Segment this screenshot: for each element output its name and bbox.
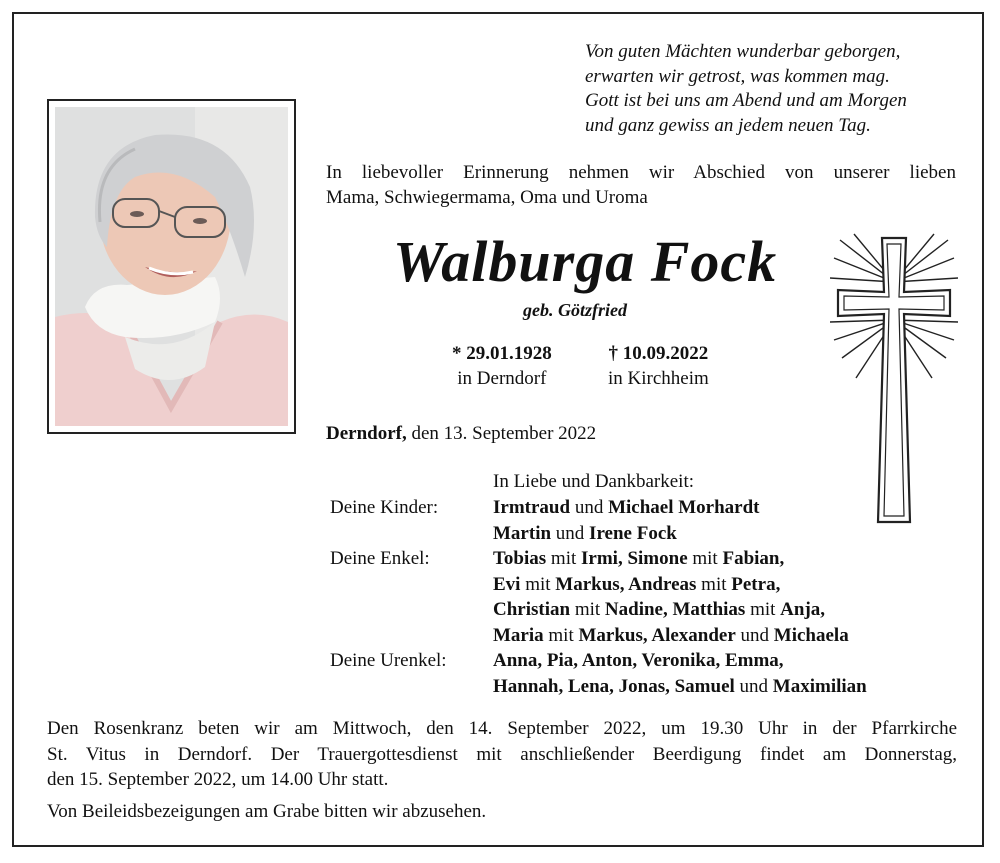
connector-text: und — [734, 675, 773, 697]
mourner-name: Nadine, Matthias — [604, 599, 746, 620]
place-name: Derndorf, — [326, 423, 407, 444]
radiant-cross-icon — [830, 230, 958, 533]
mourner-name: Petra, — [731, 573, 781, 595]
death-date: † 10.09.2022 — [608, 343, 709, 364]
connector-text: und — [551, 522, 590, 544]
death-place: in Kirchheim — [608, 368, 709, 389]
mourner-names — [493, 495, 760, 521]
connector-text: mit — [696, 573, 732, 595]
mourner-names — [493, 572, 780, 598]
mourner-name: Irmtraud — [493, 497, 571, 518]
thanks-line: In Liebe und Dankbarkeit: — [493, 471, 695, 492]
connector-text: mit — [543, 624, 579, 646]
mourner-names — [493, 521, 677, 547]
connector-text: mit — [745, 599, 781, 620]
service-line: den 15. September 2022, um 14.00 Uhr statt. — [47, 769, 389, 790]
mourner-names — [493, 597, 825, 623]
intro-line: Mama, Schwiegermama, Oma und Uroma — [326, 187, 648, 208]
birth-info — [452, 341, 552, 391]
intro-line: In liebevoller Erinnerung nehmen wir Abschied von unserer lieben — [326, 162, 956, 183]
poem — [585, 40, 907, 138]
connector-text: und — [570, 497, 609, 518]
mourner-name: Hannah, Lena, Jonas, Samuel — [493, 675, 735, 697]
mourner-name: Fabian, — [722, 548, 785, 569]
mourner-name: Michaela — [773, 624, 849, 646]
mourner-name: Christian — [493, 599, 571, 620]
mourner-name: Anna, Pia, Anton, Veronika, Emma, — [493, 650, 784, 671]
mourner-names — [493, 623, 849, 649]
mourner-name: Tobias — [493, 548, 547, 569]
connector-text: mit — [520, 573, 556, 595]
deceased-name: Walburga Fock — [393, 229, 778, 294]
place-date — [326, 423, 596, 445]
birth-place: in Derndorf — [457, 368, 547, 389]
mourner-name: Michael Morhardt — [608, 497, 760, 518]
mourner-names — [493, 546, 784, 572]
intro-text — [326, 160, 956, 210]
mourner-name: Irene Fock — [589, 522, 677, 544]
birth-date: * 29.01.1928 — [452, 343, 552, 364]
mourner-name: Maria — [493, 624, 544, 646]
mourner-group-label: Deine Kinder: — [330, 497, 439, 518]
death-info — [608, 341, 709, 391]
birth-name: geb. Götzfried — [523, 300, 627, 320]
service-line: Den Rosenkranz beten wir am Mittwoch, den 14. September 2022, um 19.30 Uhr in der Pfarrkirche — [47, 718, 957, 739]
mourner-group-label: Deine Urenkel: — [330, 650, 447, 671]
poem-line: Gott ist bei uns am Abend und am Morgen — [585, 90, 907, 111]
mourner-name: Anja, — [780, 599, 826, 620]
connector-text: und — [735, 624, 774, 646]
connector-text: mit — [687, 548, 723, 569]
poem-line: erwarten wir getrost, was kommen mag. — [585, 65, 890, 87]
mourner-name: Markus, Andreas — [555, 573, 697, 595]
closing-line: Von Beileidsbezeigungen am Grabe bitten wir abzusehen. — [47, 801, 487, 822]
mourner-name: Irmi, Simone — [581, 548, 688, 569]
poem-line: Von guten Mächten wunderbar geborgen, — [585, 41, 901, 62]
service-line: St. Vitus in Derndorf. Der Trauergottesdienst mit anschließender Beerdigung findet am Donnerstag, — [47, 743, 957, 765]
mourner-name: Maximilian — [772, 675, 867, 697]
mourner-name: Martin — [493, 522, 552, 544]
portrait-photo — [47, 99, 296, 434]
mourner-names — [493, 674, 867, 700]
service-info — [47, 716, 957, 793]
mourner-group-label: Deine Enkel: — [330, 548, 430, 569]
notice-date: den 13. September 2022 — [411, 423, 597, 444]
poem-line: und ganz gewiss an jedem neuen Tag. — [585, 114, 871, 136]
mourner-name: Evi — [493, 573, 521, 595]
connector-text: mit — [546, 548, 582, 569]
mourner-names — [493, 648, 784, 674]
mourner-name: Markus, Alexander — [578, 624, 736, 646]
portrait-image — [55, 107, 288, 426]
connector-text: mit — [570, 599, 605, 620]
